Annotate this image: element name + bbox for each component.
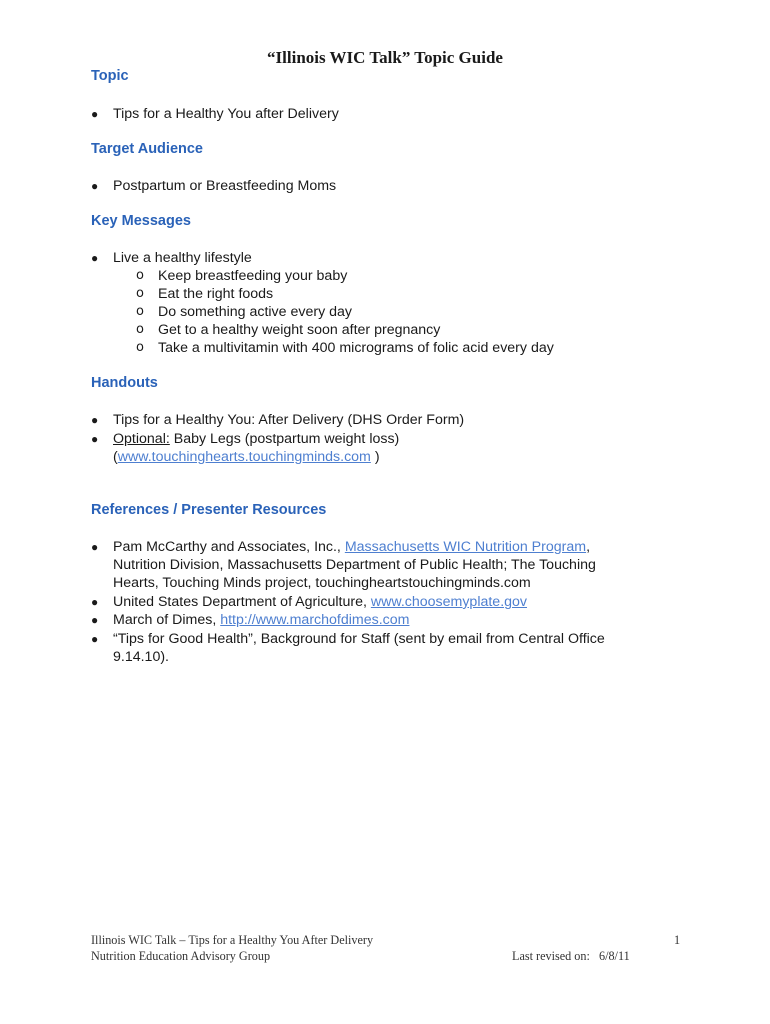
page-title: “Illinois WIC Talk” Topic Guide: [267, 48, 503, 67]
audience-item: Postpartum or Breastfeeding Moms: [113, 178, 337, 194]
circle-bullet-icon: o: [136, 322, 144, 337]
marchofdimes-link[interactable]: http://www.marchofdimes.com: [220, 612, 410, 628]
reference-2: [113, 593, 527, 611]
bullet-icon: ●: [91, 613, 99, 627]
optional-label: Optional:: [113, 431, 170, 447]
handouts-heading: Handouts: [91, 375, 158, 391]
bullet-icon: ●: [91, 540, 99, 554]
handout-item-optional: [113, 430, 399, 448]
massachusetts-wic-link[interactable]: Massachusetts WIC Nutrition Program: [344, 539, 587, 555]
references-heading: References / Presenter Resources: [91, 502, 327, 518]
reference-1-line1: [113, 538, 590, 556]
bullet-icon: ●: [91, 179, 99, 193]
reference-1-suffix: ,: [586, 539, 591, 555]
handout-link-line: [113, 448, 380, 466]
bullet-icon: ●: [91, 107, 99, 121]
page-number: 1: [674, 933, 681, 947]
paren-close: ): [370, 449, 380, 465]
handout-text: Baby Legs (postpartum weight loss): [169, 431, 400, 447]
reference-1-prefix: Pam McCarthy and Associates, Inc.,: [113, 539, 345, 555]
bullet-icon: ●: [91, 432, 99, 446]
paren-open: (: [113, 449, 118, 465]
reference-1-line2: Nutrition Division, Massachusetts Department of Public Health; The Touching: [113, 557, 596, 573]
key-message-sub: Keep breastfeeding your baby: [158, 268, 348, 284]
circle-bullet-icon: o: [136, 340, 144, 355]
footer-title: Illinois WIC Talk – Tips for a Healthy You After Delivery: [91, 933, 374, 947]
circle-bullet-icon: o: [136, 304, 144, 319]
reference-2-prefix: United States Department of Agriculture,: [113, 594, 371, 610]
key-messages-heading: Key Messages: [91, 213, 191, 229]
reference-3-prefix: March of Dimes,: [113, 612, 221, 628]
key-message-sub: Do something active every day: [158, 304, 352, 320]
reference-4-line1: “Tips for Good Health”, Background for Staff (sent by email from Central Office: [113, 631, 605, 647]
last-revised: Last revised on: 6/8/11: [512, 949, 630, 963]
bullet-icon: ●: [91, 413, 99, 427]
key-message-sub: Eat the right foods: [158, 286, 274, 302]
bullet-icon: ●: [91, 595, 99, 609]
choosemyplate-link[interactable]: www.choosemyplate.gov: [370, 594, 528, 610]
bullet-icon: ●: [91, 251, 99, 265]
bullet-icon: ●: [91, 632, 99, 646]
reference-3: [113, 611, 409, 629]
key-message-sub: Get to a healthy weight soon after pregnancy: [158, 322, 441, 338]
reference-4-line2: 9.14.10).: [113, 649, 170, 665]
key-message-main: Live a healthy lifestyle: [113, 250, 252, 266]
footer-group: Nutrition Education Advisory Group: [91, 949, 271, 963]
touchinghearts-link[interactable]: www.touchinghearts.touchingminds.com: [117, 449, 371, 465]
circle-bullet-icon: o: [136, 286, 144, 301]
circle-bullet-icon: o: [136, 268, 144, 283]
topic-item: Tips for a Healthy You after Delivery: [113, 106, 339, 122]
target-audience-heading: Target Audience: [91, 141, 203, 157]
handout-item: Tips for a Healthy You: After Delivery (DHS Order Form): [113, 412, 465, 428]
topic-heading: Topic: [91, 68, 129, 84]
reference-1-line3: Hearts, Touching Minds project, touchingheartstouchingminds.com: [113, 575, 531, 591]
key-message-sub: Take a multivitamin with 400 micrograms of folic acid every day: [158, 340, 554, 356]
